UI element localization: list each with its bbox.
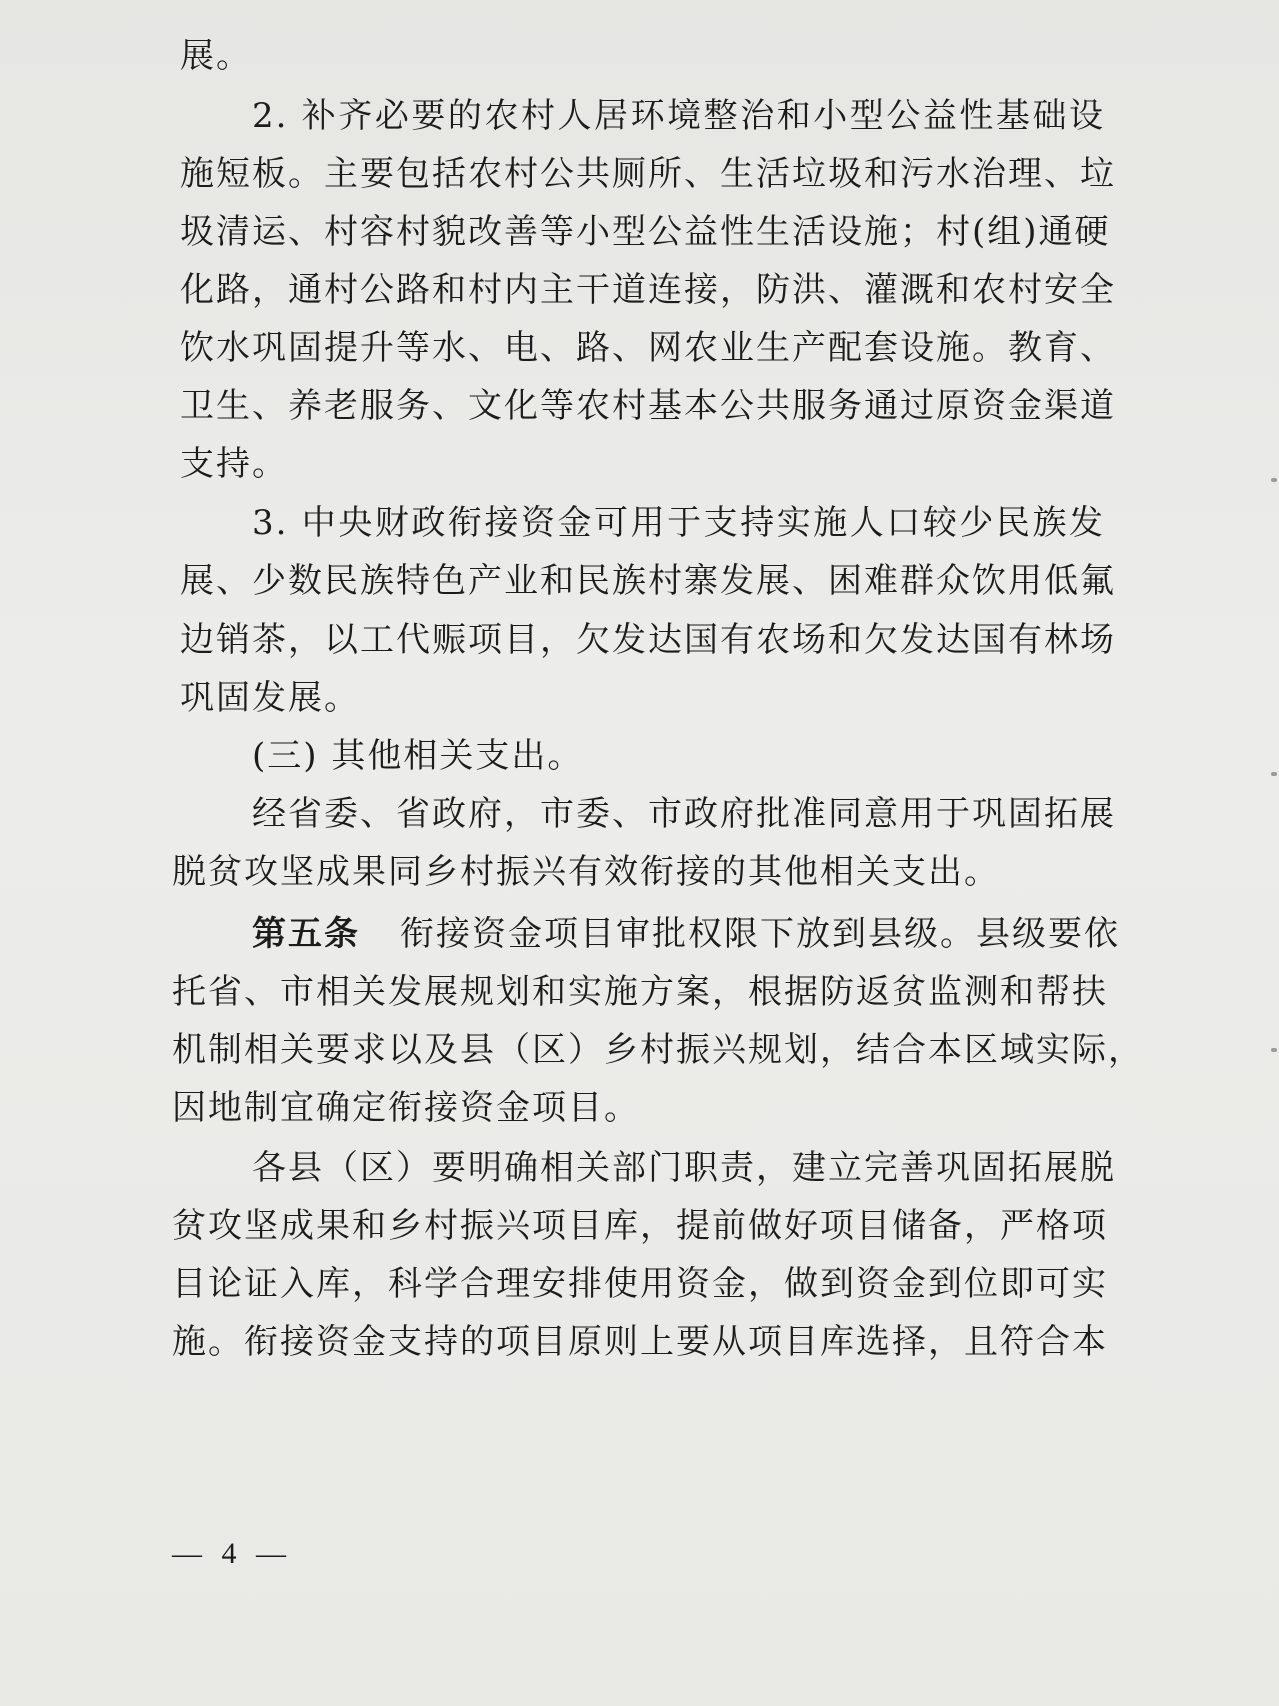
text-line-14: 经省委、省政府，市委、市政府批准同意用于巩固拓展	[252, 794, 1116, 834]
text-line-5: 化路，通村公路和村内主干道连接，防洪、灌溉和农村安全	[180, 270, 1116, 310]
text-line-3: 施短板。主要包括农村公共厕所、生活垃圾和污水治理、垃	[180, 154, 1116, 194]
binding-mark	[1271, 478, 1277, 482]
text-line-23: 施。衔接资金支持的项目原则上要从项目库选择，且符合本	[172, 1322, 1108, 1362]
section-heading: (三) 其他相关支出。	[252, 736, 584, 776]
text-line-10: 展、少数民族特色产业和民族村寨发展、困难群众饮用低氟	[180, 561, 1116, 601]
text-line-17: 托省、市相关发展规划和实施方案，根据防返贫监测和帮扶	[172, 972, 1108, 1012]
text-line-7: 卫生、养老服务、文化等农村基本公共服务通过原资金渠道	[180, 386, 1116, 426]
page-number: — 4 —	[172, 1537, 292, 1570]
text-line-21: 贫攻坚成果和乡村振兴项目库，提前做好项目储备，严格项	[172, 1206, 1108, 1246]
text-line-4: 圾清运、村容村貌改善等小型公益性生活设施；村(组)通硬	[180, 212, 1111, 252]
text-line-18: 机制相关要求以及县（区）乡村振兴规划，结合本区域实际，	[172, 1030, 1144, 1070]
text-line-12: 巩固发展。	[180, 678, 360, 718]
binding-mark	[1271, 1048, 1277, 1052]
text-line-9: 3. 中央财政衔接资金可用于支持实施人口较少民族发	[252, 503, 1105, 543]
text-line-19: 因地制宜确定衔接资金项目。	[172, 1088, 640, 1128]
article-5-line	[252, 914, 1120, 954]
text-line-8: 支持。	[180, 444, 288, 484]
article-5-text: 衔接资金项目审批权限下放到县级。县级要依	[400, 914, 1120, 954]
text-line-2: 2. 补齐必要的农村人居环境整治和小型公益性基础设	[252, 96, 1105, 136]
text-line-20: 各县（区）要明确相关部门职责，建立完善巩固拓展脱	[252, 1148, 1116, 1188]
text-line-15: 脱贫攻坚成果同乡村振兴有效衔接的其他相关支出。	[172, 852, 1000, 892]
text-line-11: 边销茶，以工代赈项目，欠发达国有农场和欠发达国有林场	[180, 620, 1116, 660]
text-line-6: 饮水巩固提升等水、电、路、网农业生产配套设施。教育、	[180, 328, 1116, 368]
article-label: 第五条	[252, 914, 360, 954]
binding-mark	[1271, 772, 1277, 776]
text-line-22: 目论证入库，科学合理安排使用资金，做到资金到位即可实	[172, 1264, 1108, 1304]
text-line-1: 展。	[180, 36, 252, 76]
